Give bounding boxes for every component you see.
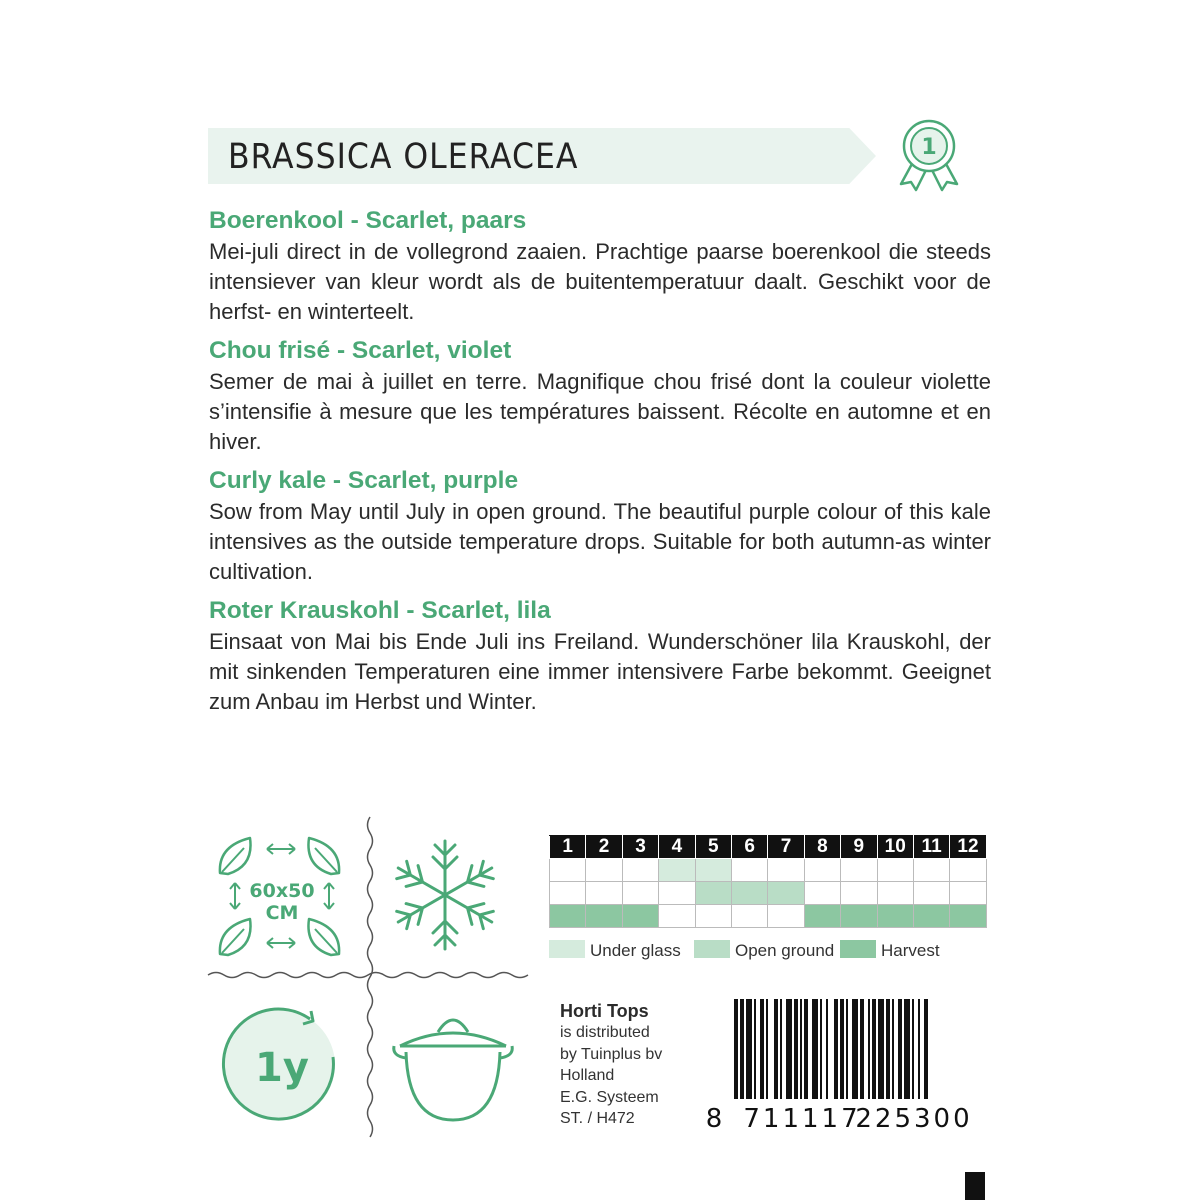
month-label: 2 [586,836,622,859]
barcode-bar [780,999,782,1099]
month-label: 5 [695,836,731,859]
distributor-line: Holland [560,1067,615,1084]
section-german [209,595,991,717]
section-title: Chou frisé - Scarlet, violet [209,337,512,364]
calendar-cell [622,859,658,882]
barcode-bar [886,999,890,1099]
calendar-cell [695,859,731,882]
barcode-bar [878,999,884,1099]
barcode-bar [820,999,822,1099]
calendar-cell [550,905,586,928]
calendar-cell [768,905,804,928]
barcode-bar [868,999,870,1099]
distributor-line: ST. / H472 [560,1110,635,1127]
barcode-bar [800,999,802,1099]
month-label: 1 [550,836,586,859]
legend-swatch [549,940,585,958]
calendar-cell [659,882,695,905]
month-label: 3 [622,836,658,859]
lifespan-icon [215,1005,345,1125]
barcode-bar [898,999,902,1099]
calendar-cell [622,882,658,905]
barcode-digit-lead: 8 [705,1104,723,1134]
month-label: 11 [913,836,949,859]
leaf-icon [220,838,251,874]
calendar-cell [877,882,913,905]
calendar-cell [586,859,622,882]
calendar-cell [913,882,949,905]
barcode-bar [804,999,808,1099]
barcode [700,995,990,1135]
leaf-icon [220,919,251,955]
calendar-cell [659,905,695,928]
barcode-bar [786,999,792,1099]
month-label: 4 [659,836,695,859]
calendar-cell [950,905,986,928]
description-sections [209,205,991,725]
distributor-line: by Tuinplus bv [560,1045,663,1063]
leaf-icon [308,838,339,874]
calendar-cell [841,882,877,905]
barcode-digits-left: 711117 [743,1104,861,1134]
section-title: Curly kale - Scarlet, purple [209,467,519,494]
barcode-digits-right: 225300 [855,1104,973,1134]
spacing-icon-group [215,835,345,960]
brand-name: Horti Tops [560,1001,649,1021]
month-label: 7 [768,836,804,859]
barcode-bar [734,999,738,1099]
section-body: Einsaat von Mai bis Ende Juli ins Freiland. Wunderschöner lila Krauskohl, der mit sinkenden Temperaturen eine immer intensivere Farbe bekommt. Geeignet zum Anbau im Herbst und Winter. [209,629,991,714]
barcode-bar [852,999,858,1099]
calendar-cell [841,859,877,882]
barcode-bar [840,999,844,1099]
section-title: Roter Krauskohl - Scarlet, lila [209,597,551,624]
barcode-bar [754,999,756,1099]
barcode-bar [766,999,768,1099]
barcode-bar [740,999,744,1099]
barcode-bar [746,999,752,1099]
calendar-cell [622,905,658,928]
barcode-bar [918,999,920,1099]
barcode-bar [760,999,764,1099]
calendar-cell [913,859,949,882]
calendar-row-harvest [550,905,987,928]
calendar-cell [695,882,731,905]
section-english [209,465,991,587]
calendar-cell [913,905,949,928]
calendar-cell [695,905,731,928]
calendar-cell [768,882,804,905]
barcode-bar [872,999,876,1099]
section-title: Boerenkool - Scarlet, paars [209,207,527,234]
lifespan-value: 1y [255,1045,309,1091]
calendar-cell [550,859,586,882]
leaf-icon [308,919,339,955]
calendar-cell [877,905,913,928]
barcode-bar [904,999,910,1099]
calendar-cell [586,882,622,905]
calendar-cell [804,859,840,882]
barcode-bar [892,999,894,1099]
calendar-cell [950,882,986,905]
distributor-line: E.G. Systeem [560,1088,659,1106]
month-label: 8 [804,836,840,859]
spacing-unit: CM [265,902,299,924]
sowing-calendar [549,835,987,928]
print-mark [965,1172,985,1200]
calendar-cell [550,882,586,905]
calendar-cell [804,905,840,928]
month-label: 6 [731,836,767,859]
barcode-bars [734,999,928,1099]
calendar-cell [841,905,877,928]
calendar-cell [950,859,986,882]
legend-swatch [694,940,730,958]
species-title: BRASSICA OLERACEA [228,137,579,177]
calendar-cell [731,905,767,928]
calendar-cell [804,882,840,905]
month-label: 12 [950,836,986,859]
section-body: Mei-juli direct in de vollegrond zaaien. Prachtige paarse boerenkool die steeds intensiever van kleur wordt als de buitentemperatuur daalt. Geschikt voor de herfst- en winterteelt. [209,239,991,324]
calendar-cell [768,859,804,882]
cooking-pot-icon [388,1010,518,1128]
barcode-bar [794,999,798,1099]
calendar-row-under-glass [550,859,987,882]
distributor-line: is distributed [560,1024,650,1041]
barcode-bar [834,999,838,1099]
month-label: 10 [877,836,913,859]
calendar-cell [731,859,767,882]
section-dutch [209,205,991,327]
legend-label: Open ground [735,941,835,960]
calendar-cell [586,905,622,928]
barcode-bar [826,999,828,1099]
section-body: Semer de mai à juillet en terre. Magnifique chou frisé dont la couleur violette s’intensifie à mesure que les températures baissent. Récolte en automne et en hiver. [209,369,991,454]
legend-label: Under glass [590,941,681,960]
calendar-cell [659,859,695,882]
barcode-bar [846,999,848,1099]
barcode-bar [812,999,818,1099]
barcode-bar [912,999,914,1099]
badge-number: 1 [921,135,937,160]
ribbon-badge-icon [893,118,965,192]
section-french [209,335,991,457]
section-body: Sow from May until July in open ground. The beautiful purple colour of this kale intensives as the outside temperature drops. Suitable for both autumn-as winter cultivation. [209,499,991,584]
snowflake-icon [390,835,500,955]
calendar-cell [877,859,913,882]
barcode-bar [860,999,864,1099]
calendar-row-open-ground [550,882,987,905]
calendar-month-row [550,836,987,859]
month-label: 9 [841,836,877,859]
legend-swatch [840,940,876,958]
barcode-bar [774,999,778,1099]
barcode-bar [924,999,928,1099]
calendar-cell [731,882,767,905]
legend-label: Harvest [881,941,940,960]
distributor-info [560,1000,710,1130]
spacing-value: 60x50 [249,880,315,902]
